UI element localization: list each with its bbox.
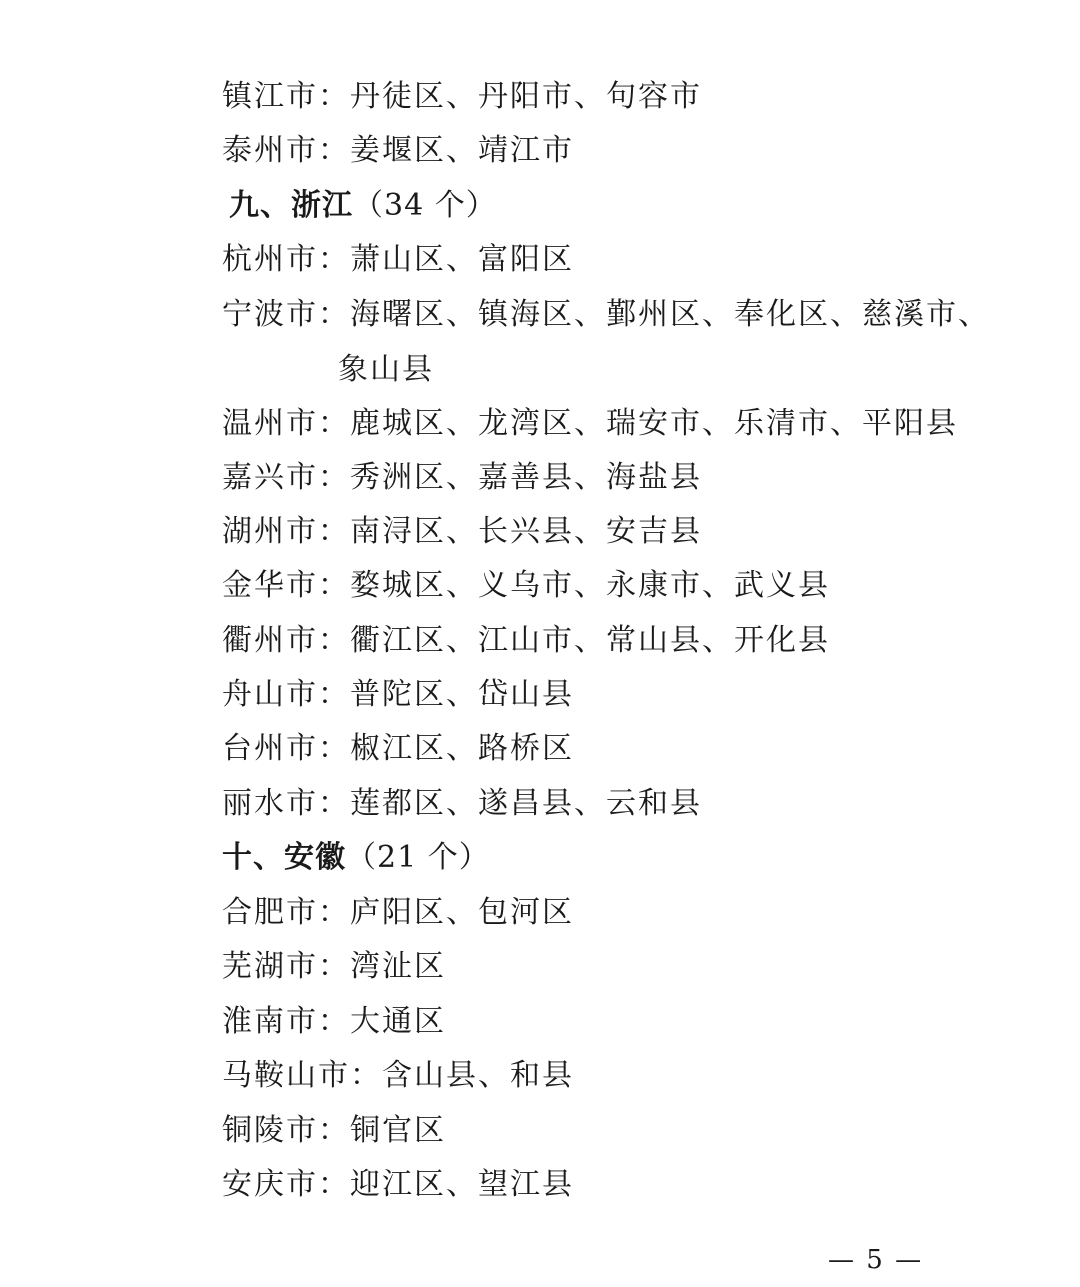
list-item bbox=[222, 621, 830, 661]
list-item bbox=[222, 1111, 446, 1151]
list-item bbox=[222, 1165, 574, 1205]
city-name: 安庆市 bbox=[222, 1167, 318, 1202]
list-item bbox=[222, 295, 990, 335]
colon: ： bbox=[318, 79, 350, 114]
list-item bbox=[222, 131, 574, 171]
county-list: 姜堰区、靖江市 bbox=[350, 133, 574, 168]
city-name: 芜湖市 bbox=[222, 949, 318, 984]
city-name: 台州市 bbox=[222, 731, 318, 766]
city-name: 衢州市 bbox=[222, 623, 318, 658]
colon: ： bbox=[318, 133, 350, 168]
city-name: 金华市 bbox=[222, 568, 318, 603]
county-list: 铜官区 bbox=[350, 1113, 446, 1148]
county-list: 海曙区、镇海区、鄞州区、奉化区、慈溪市、 bbox=[350, 297, 990, 332]
city-name: 宁波市 bbox=[222, 297, 318, 332]
list-item bbox=[222, 77, 702, 117]
list-item bbox=[222, 1002, 446, 1042]
colon: ： bbox=[318, 949, 350, 984]
section-count: （34 个） bbox=[353, 188, 497, 223]
city-name: 湖州市 bbox=[222, 514, 318, 549]
colon: ： bbox=[318, 623, 350, 658]
list-item bbox=[222, 404, 958, 444]
list-item bbox=[222, 729, 574, 769]
county-list: 鹿城区、龙湾区、瑞安市、乐清市、平阳县 bbox=[350, 406, 958, 441]
list-item bbox=[222, 566, 830, 606]
county-list: 含山县、和县 bbox=[382, 1058, 574, 1093]
city-name: 丽水市 bbox=[222, 786, 318, 821]
colon: ： bbox=[318, 1167, 350, 1202]
county-list: 婺城区、义乌市、永康市、武义县 bbox=[350, 568, 830, 603]
county-list: 丹徒区、丹阳市、句容市 bbox=[350, 79, 702, 114]
county-list: 衢江区、江山市、常山县、开化县 bbox=[350, 623, 830, 658]
list-item bbox=[222, 784, 702, 824]
colon: ： bbox=[318, 1113, 350, 1148]
county-list: 庐阳区、包河区 bbox=[350, 895, 574, 930]
colon: ： bbox=[318, 460, 350, 495]
colon: ： bbox=[318, 242, 350, 277]
list-item bbox=[222, 893, 574, 933]
section-count: （21 个） bbox=[346, 840, 490, 875]
colon: ： bbox=[318, 731, 350, 766]
colon: ： bbox=[318, 786, 350, 821]
colon: ： bbox=[318, 568, 350, 603]
city-name: 铜陵市 bbox=[222, 1113, 318, 1148]
section-title: 十、安徽 bbox=[222, 840, 346, 875]
city-name: 淮南市 bbox=[222, 1004, 318, 1039]
county-list: 椒江区、路桥区 bbox=[350, 731, 574, 766]
list-item bbox=[222, 240, 574, 280]
city-name: 嘉兴市 bbox=[222, 460, 318, 495]
colon: ： bbox=[318, 514, 350, 549]
county-list: 大通区 bbox=[350, 1004, 446, 1039]
city-name: 舟山市 bbox=[222, 677, 318, 712]
city-name: 镇江市 bbox=[222, 79, 318, 114]
county-list: 湾沚区 bbox=[350, 949, 446, 984]
city-name: 合肥市 bbox=[222, 895, 318, 930]
colon: ： bbox=[318, 297, 350, 332]
list-item bbox=[222, 512, 702, 552]
city-name: 泰州市 bbox=[222, 133, 318, 168]
colon: ： bbox=[318, 406, 350, 441]
section-heading-zhejiang bbox=[229, 186, 497, 226]
county-list: 萧山区、富阳区 bbox=[350, 242, 574, 277]
list-item bbox=[222, 947, 446, 987]
county-list: 莲都区、遂昌县、云和县 bbox=[350, 786, 702, 821]
colon: ： bbox=[318, 677, 350, 712]
city-name: 杭州市 bbox=[222, 242, 318, 277]
page-number: — 5 — bbox=[828, 1245, 924, 1275]
list-item bbox=[222, 675, 574, 715]
list-item bbox=[222, 1056, 574, 1096]
county-list: 秀洲区、嘉善县、海盐县 bbox=[350, 460, 702, 495]
county-list: 普陀区、岱山县 bbox=[350, 677, 574, 712]
section-title: 九、浙江 bbox=[229, 188, 353, 223]
city-name: 马鞍山市 bbox=[222, 1058, 350, 1093]
county-list: 迎江区、望江县 bbox=[350, 1167, 574, 1202]
list-item-continuation: 象山县 bbox=[338, 352, 434, 387]
county-list: 南浔区、长兴县、安吉县 bbox=[350, 514, 702, 549]
city-name: 温州市 bbox=[222, 406, 318, 441]
colon: ： bbox=[318, 1004, 350, 1039]
colon: ： bbox=[350, 1058, 382, 1093]
section-heading-anhui bbox=[222, 838, 490, 878]
colon: ： bbox=[318, 895, 350, 930]
list-item bbox=[222, 458, 702, 498]
